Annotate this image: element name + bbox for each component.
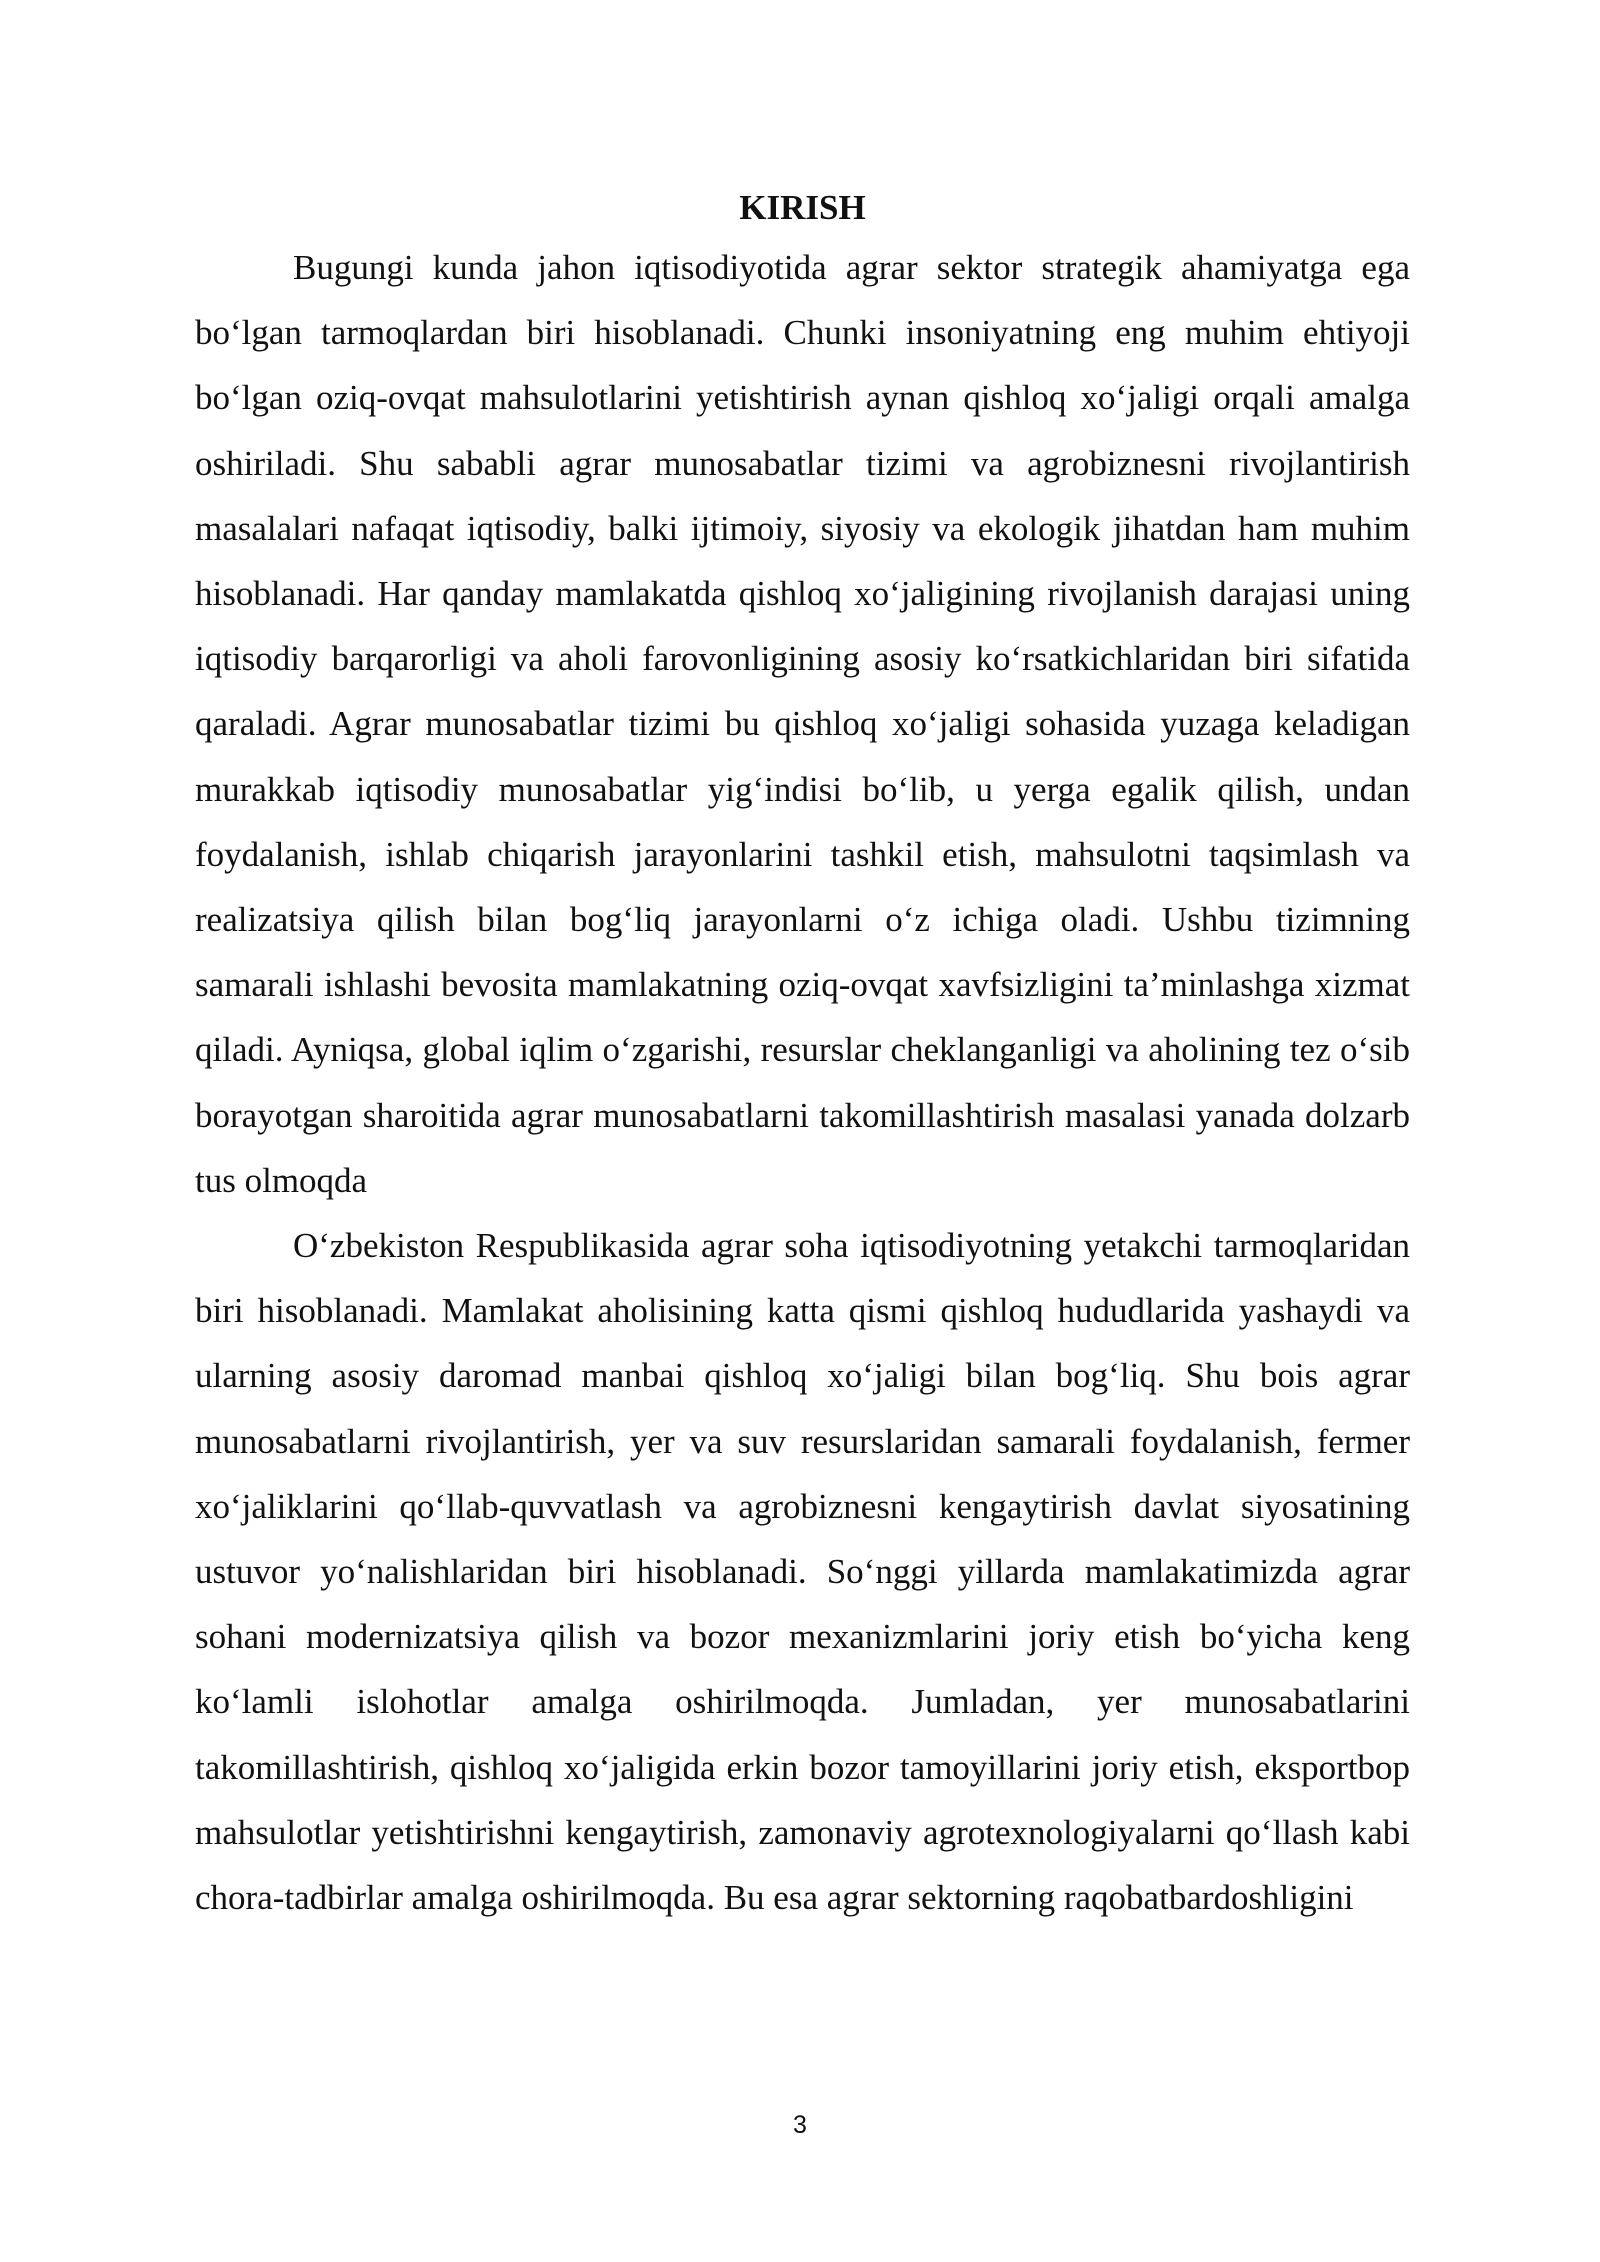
page-body — [195, 188, 1410, 1930]
section-heading: KIRISH — [739, 188, 866, 227]
paragraph-uzbekistan: O‘zbekiston Respublikasida agrar soha iqtisodiyotning yetakchi tarmoqlaridan biri hisoblanadi. Mamlakat aholisining katta qismi qishloq hududlarida yashaydi va ularning asosiy daromad manbai qishloq xo‘jaligi bilan bog‘liq. Shu bois agrar munosabatlarni rivojlantirish, yer va suv resurslaridan samarali foydalanish, fermer xo‘jaliklarini qo‘llab-quvvatlash va agrobiznesni kengaytirish davlat siyosatining ustuvor yo‘nalishlaridan biri hisoblanadi. So‘nggi yillarda mamlakatimizda agrar sohani modernizatsiya qilish va bozor mexanizmlarini joriy etish bo‘yicha keng ko‘lamli islohotlar amalga oshirilmoqda. Jumladan, yer munosabatlarini takomillashtirish, qishloq xo‘jaligida erkin bozor tamoyillarini joriy etish, eksportbop mahsulotlar yetishtirishni kengaytirish, zamonaviy agrotexnologiyalarni qo‘llash kabi chora-tadbirlar amalga oshirilmoqda. Bu esa agrar sektorning raqobatbardoshligini — [195, 1226, 1410, 1918]
page-number: 3 — [793, 2111, 807, 2139]
paragraph-intro: Bugungi kunda jahon iqtisodiyotida agrar sektor strategik ahamiyatga ega bo‘lgan tarmoqlardan biri hisoblanadi. Chunki insoniyatning eng muhim ehtiyoji bo‘lgan oziq-ovqat mahsulotlarini yetishtirish aynan qishloq xo‘jaligi orqali amalga oshiriladi. Shu sababli agrar munosabatlar tizimi va agrobiznesni rivojlantirish masalalari nafaqat iqtisodiy, balki ijtimoiy, siyosiy va ekologik jihatdan ham muhim hisoblanadi. Har qanday mamlakatda qishloq xo‘jaligining rivojlanish darajasi uning iqtisodiy barqarorligi va aholi farovonligining asosiy ko‘rsatkichlaridan biri sifatida qaraladi. Agrar munosabatlar tizimi bu qishloq xo‘jaligi sohasida yuzaga keladigan murakkab iqtisodiy munosabatlar yig‘indisi bo‘lib, u yerga egalik qilish, undan foydalanish, ishlab chiqarish jarayonlarini tashkil etish, mahsulotni taqsimlash va realizatsiya qilish bilan bog‘liq jarayonlarni o‘z ichiga oladi. Ushbu tizimning samarali ishlashi bevosita mamlakatning oziq-ovqat xavfsizligini ta’minlashga xizmat qiladi. Ayniqsa, global iqlim o‘zgarishi, resurslar cheklanganligi va aholining tez o‘sib borayotgan sharoitida agrar munosabatlarni takomillashtirish masalasi yanada dolzarb tus olmoqda — [195, 248, 1410, 1200]
